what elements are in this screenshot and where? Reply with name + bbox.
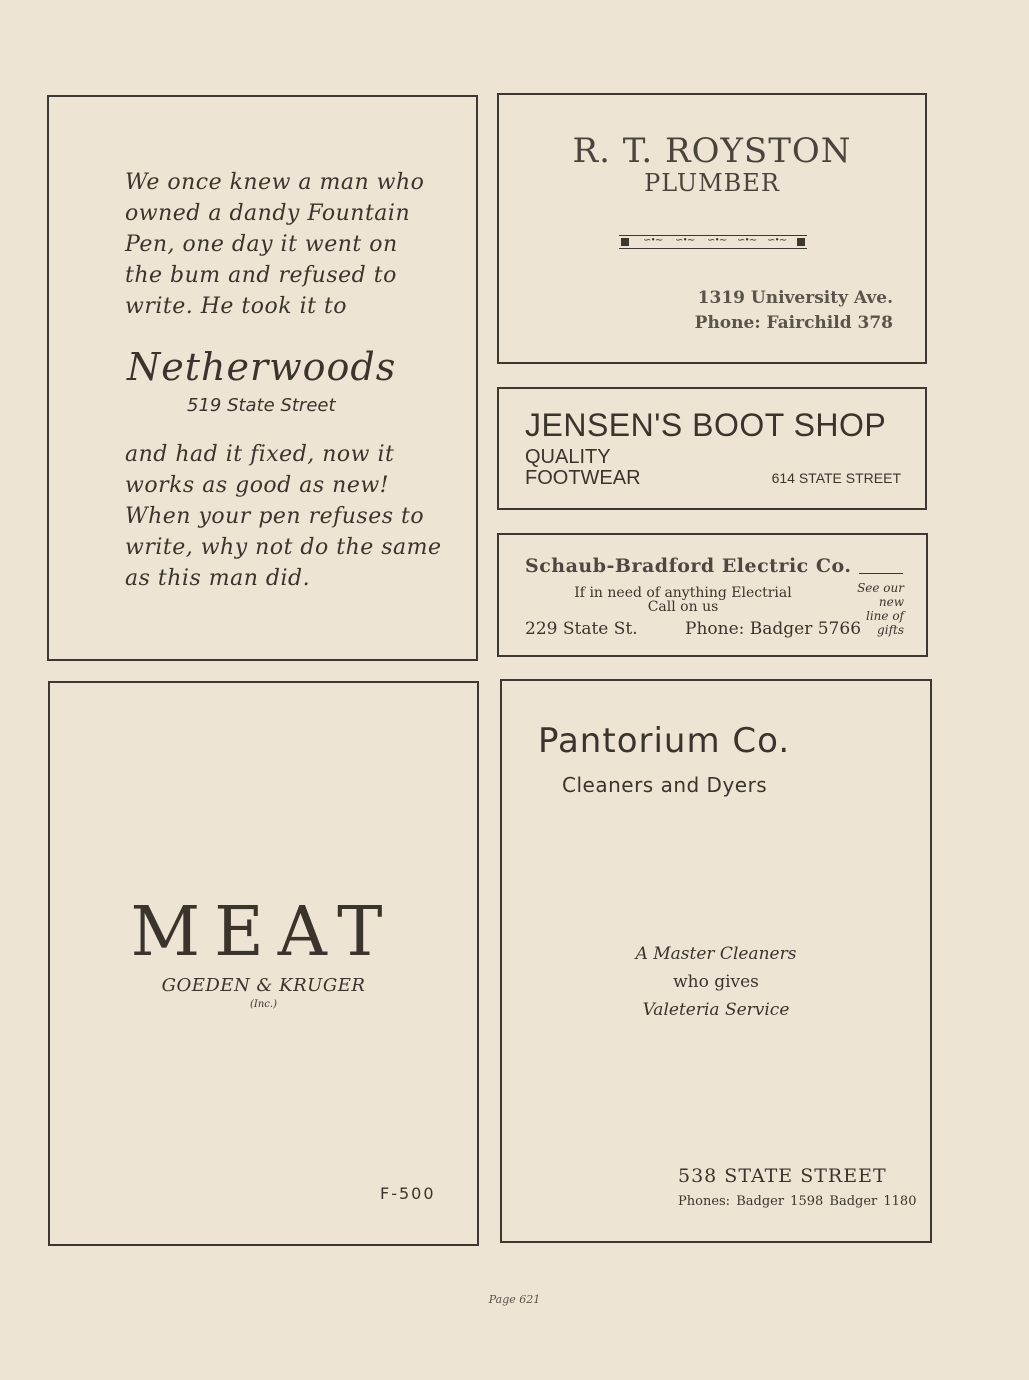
meat-code: F-500 [380, 1184, 436, 1203]
royston-trade: PLUMBER [644, 169, 780, 197]
pantorium-line-2: who gives [673, 972, 759, 992]
schaub-side-line: line of [866, 609, 904, 623]
netherwoods-outro-line: and had it fixed, now it [125, 442, 395, 467]
jensen-address: 614 STATE STREET [771, 470, 901, 486]
meat-title: MEAT [130, 893, 397, 972]
netherwoods-outro-line: write, why not do the same [125, 535, 442, 560]
schaub-phone: Phone: Badger 5766 [685, 619, 862, 639]
ornament-scroll: ∽•∼ [707, 235, 728, 246]
netherwoods-outro-line: as this man did. [125, 566, 311, 591]
schaub-side-note [857, 581, 904, 637]
ornament-square [797, 238, 805, 246]
schaub-line-1: If in need of anything Electrial [574, 585, 792, 601]
jensen-name: JENSEN'S BOOT SHOP [525, 407, 887, 443]
pantorium-phones: Phones: Badger 1598 Badger 1180 [678, 1194, 917, 1209]
ornament-square [621, 238, 629, 246]
netherwoods-outro-line: works as good as new! [125, 473, 390, 498]
pantorium-name: Pantorium Co. [538, 721, 791, 761]
royston-address: 1319 University Ave. [697, 288, 893, 308]
jensen-tagline [525, 447, 641, 489]
pantorium-subtitle: Cleaners and Dyers [562, 773, 768, 797]
schaub-side-line: new [878, 595, 904, 609]
schaub-side-line: See our [857, 581, 904, 595]
royston-ad [497, 93, 927, 364]
schaub-name: Schaub-Bradford Electric Co. [525, 555, 852, 577]
netherwoods-outro-line: When your pen refuses to [125, 504, 425, 529]
netherwoods-intro [125, 167, 424, 322]
pantorium-street: 538 STATE STREET [678, 1165, 887, 1187]
netherwoods-name: Netherwoods [127, 345, 397, 389]
pantorium-line-3: Valeteria Service [642, 1000, 790, 1020]
meat-ad [48, 681, 479, 1246]
jensen-ad [497, 387, 927, 510]
schaub-address: 229 State St. [525, 619, 638, 639]
netherwoods-intro-line: owned a dandy Fountain [125, 201, 411, 226]
ornament-divider [619, 235, 807, 249]
netherwoods-ad [47, 95, 478, 661]
schaub-line-2: Call on us [647, 599, 719, 615]
page-number: Page 621 [488, 1293, 541, 1306]
ornament-scroll: ∽•∼ [737, 235, 758, 246]
ornament-scroll: ∽•∼ [767, 235, 788, 246]
schaub-side-line: gifts [877, 623, 904, 637]
meat-company: GOEDEN & KRUGER [161, 975, 366, 996]
netherwoods-intro-line: the bum and refused to [125, 263, 397, 288]
netherwoods-intro-line: write. He took it to [125, 294, 348, 319]
schaub-rule [859, 573, 903, 574]
ornament-scroll: ∽•∼ [643, 235, 664, 246]
netherwoods-intro-line: Pen, one day it went on [125, 232, 398, 257]
schaub-ad [497, 533, 928, 657]
jensen-tagline-line: FOOTWEAR [525, 467, 641, 489]
netherwoods-outro [125, 439, 442, 594]
netherwoods-intro-line: We once knew a man who [125, 170, 425, 195]
royston-name: R. T. ROYSTON [572, 131, 852, 171]
netherwoods-address: 519 State Street [187, 395, 336, 416]
ornament-scroll: ∽•∼ [675, 235, 696, 246]
pantorium-line-1: A Master Cleaners [635, 944, 797, 964]
royston-phone: Phone: Fairchild 378 [694, 313, 893, 333]
meat-inc: (Inc.) [250, 999, 277, 1010]
pantorium-ad [500, 679, 932, 1243]
jensen-tagline-line: QUALITY [525, 446, 611, 468]
